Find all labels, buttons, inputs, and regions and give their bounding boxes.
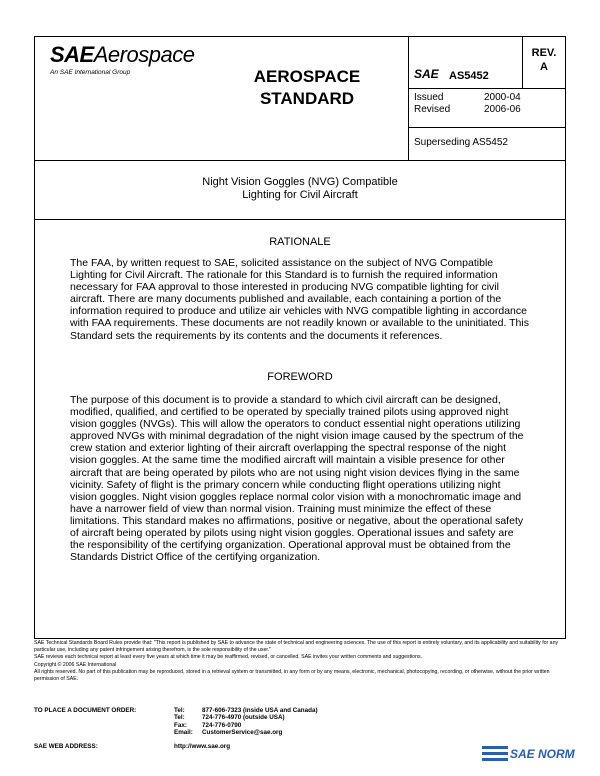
foreword-text: The purpose of this document is to provide a standard to which civil aircraft can be designed, modified, qualified, and certified to be operated by specially trained pilots using approved night vision goggles (NVGs). This will allow the operators to conduct essential night operations utilizing approved NVGs with minimal degradation of the night vision image caused by the spectrum of the crew station and exterior lighting of their aircraft overlapping the spectral response of the night vision goggles. At the same time the modified aircraft will maintain a visible presence for other aircraft that are being operated by pilots who are not using night vision devices flying in the same vicinity. Safety of flight is the primary concern while conducting flight operations utilizing night vision goggles. Night vision goggles replace normal color vision with a monochromatic image and have a narrower field of view than normal vision. Training must minimize the effect of these limitations. This standard makes no affirmations, positive or negative, about the operational safety of aircraft being operated by pilots using night vision goggles. Operational issues and safety are the responsibility of the certifying organization. Operational approval must be obtained from the Standards District Office of the certifying organization.: [70, 394, 524, 564]
footer-rights: All rights reserved. No part of this publication may be reproduced, stored in a retrieval system or transmitted, in any form or by any means, electronic, mechanical, photocopying, recording, or otherwise, without the prior written permission of SAE.: [34, 668, 550, 683]
docnum-divider: [408, 88, 566, 89]
foreword-heading: FOREWORD: [267, 371, 333, 383]
title-line1: Night Vision Goggles (NVG) Compatible: [202, 176, 398, 188]
header-divider: [34, 160, 566, 161]
fax-number: 724-776-0790: [202, 721, 242, 729]
web-label: SAE WEB ADDRESS:: [34, 743, 98, 750]
fax-label: Fax:: [174, 721, 187, 729]
footer-notice-2: SAE reviews each technical report at least every five years at which time it may be reaffirmed, revised, or cancelled. SAE invites your written comments and suggestions.: [34, 654, 422, 661]
issued-value: 2000-04: [484, 92, 521, 103]
web-address-link[interactable]: http://www.sae.org: [174, 743, 231, 750]
logo-aerospace: Aerospace: [93, 42, 195, 67]
doc-type-line2: STANDARD: [259, 89, 355, 108]
document-number: AS5452: [449, 70, 489, 82]
sae-aerospace-logo: [50, 44, 194, 76]
rationale-text: The FAA, by written request to SAE, solicited assistance on the subject of NVG Compatible Lighting for Civil Aircraft. The rationale for this Standard is to furnish the required information necessary for FAA approval to those interested in producing NVG compatible lighting for civil aircraft. There are many documents published and available, each containing a portion of the information required to produce and utilize air vehicles with NVG compatible lighting in accordance with FAA requirements. These documents are not readily known or available to the uninitiated. This Standard sets the requirements by its contents and the documents it references.: [70, 257, 529, 342]
superseding-note: Superseding AS5452: [414, 137, 508, 148]
sae-norm-watermark: [482, 742, 592, 770]
email-address[interactable]: CustomerService@sae.org: [202, 729, 283, 737]
revised-label: Revised: [414, 104, 451, 115]
footer-copyright: Copyright © 2006 SAE International: [34, 661, 117, 668]
revised-value: 2006-06: [484, 104, 521, 115]
rationale-heading: RATIONALE: [269, 236, 331, 248]
title-line2: Lighting for Civil Aircraft: [242, 189, 358, 201]
rev-value: A: [540, 61, 548, 73]
tel-outside: 724-776-4970 (outside USA): [202, 714, 285, 722]
footer-notice-1: SAE Technical Standards Board Rules provide that: "This report is published by SAE to advance the state of technical and engineering sciences. The use of this report is entirely voluntary, and its applicability and suitability for any particular use, including any patent infringement arising therefrom, is the sole responsibility of the user.": [34, 640, 559, 654]
email-label: Email:: [174, 729, 193, 737]
dates-divider: [408, 127, 566, 128]
title-divider: [34, 219, 566, 220]
watermark-text: SAE NORM: [510, 747, 575, 761]
logo-subtitle: An SAE International Group: [50, 69, 131, 76]
revision-box: [522, 46, 566, 74]
document-type: [212, 66, 402, 110]
tel2-label: Tel:: [174, 714, 185, 722]
doc-type-line1: AEROSPACE: [253, 67, 361, 86]
order-contacts: [174, 707, 374, 737]
issued-label: Issued: [414, 92, 444, 103]
sae-mark: SAE: [414, 67, 439, 81]
rev-label: REV.: [531, 47, 557, 59]
document-title: [34, 176, 566, 202]
sae-norm-logo-icon: [482, 744, 508, 766]
tel-label: Tel:: [174, 707, 185, 714]
header-column-divider: [408, 36, 409, 160]
logo-sae: SAE: [50, 42, 94, 67]
order-label: TO PLACE A DOCUMENT ORDER:: [34, 707, 137, 714]
issue-dates: [414, 92, 534, 116]
tel-inside: 877-606-7323 (inside USA and Canada): [202, 707, 318, 714]
legal-footer: [34, 640, 566, 683]
